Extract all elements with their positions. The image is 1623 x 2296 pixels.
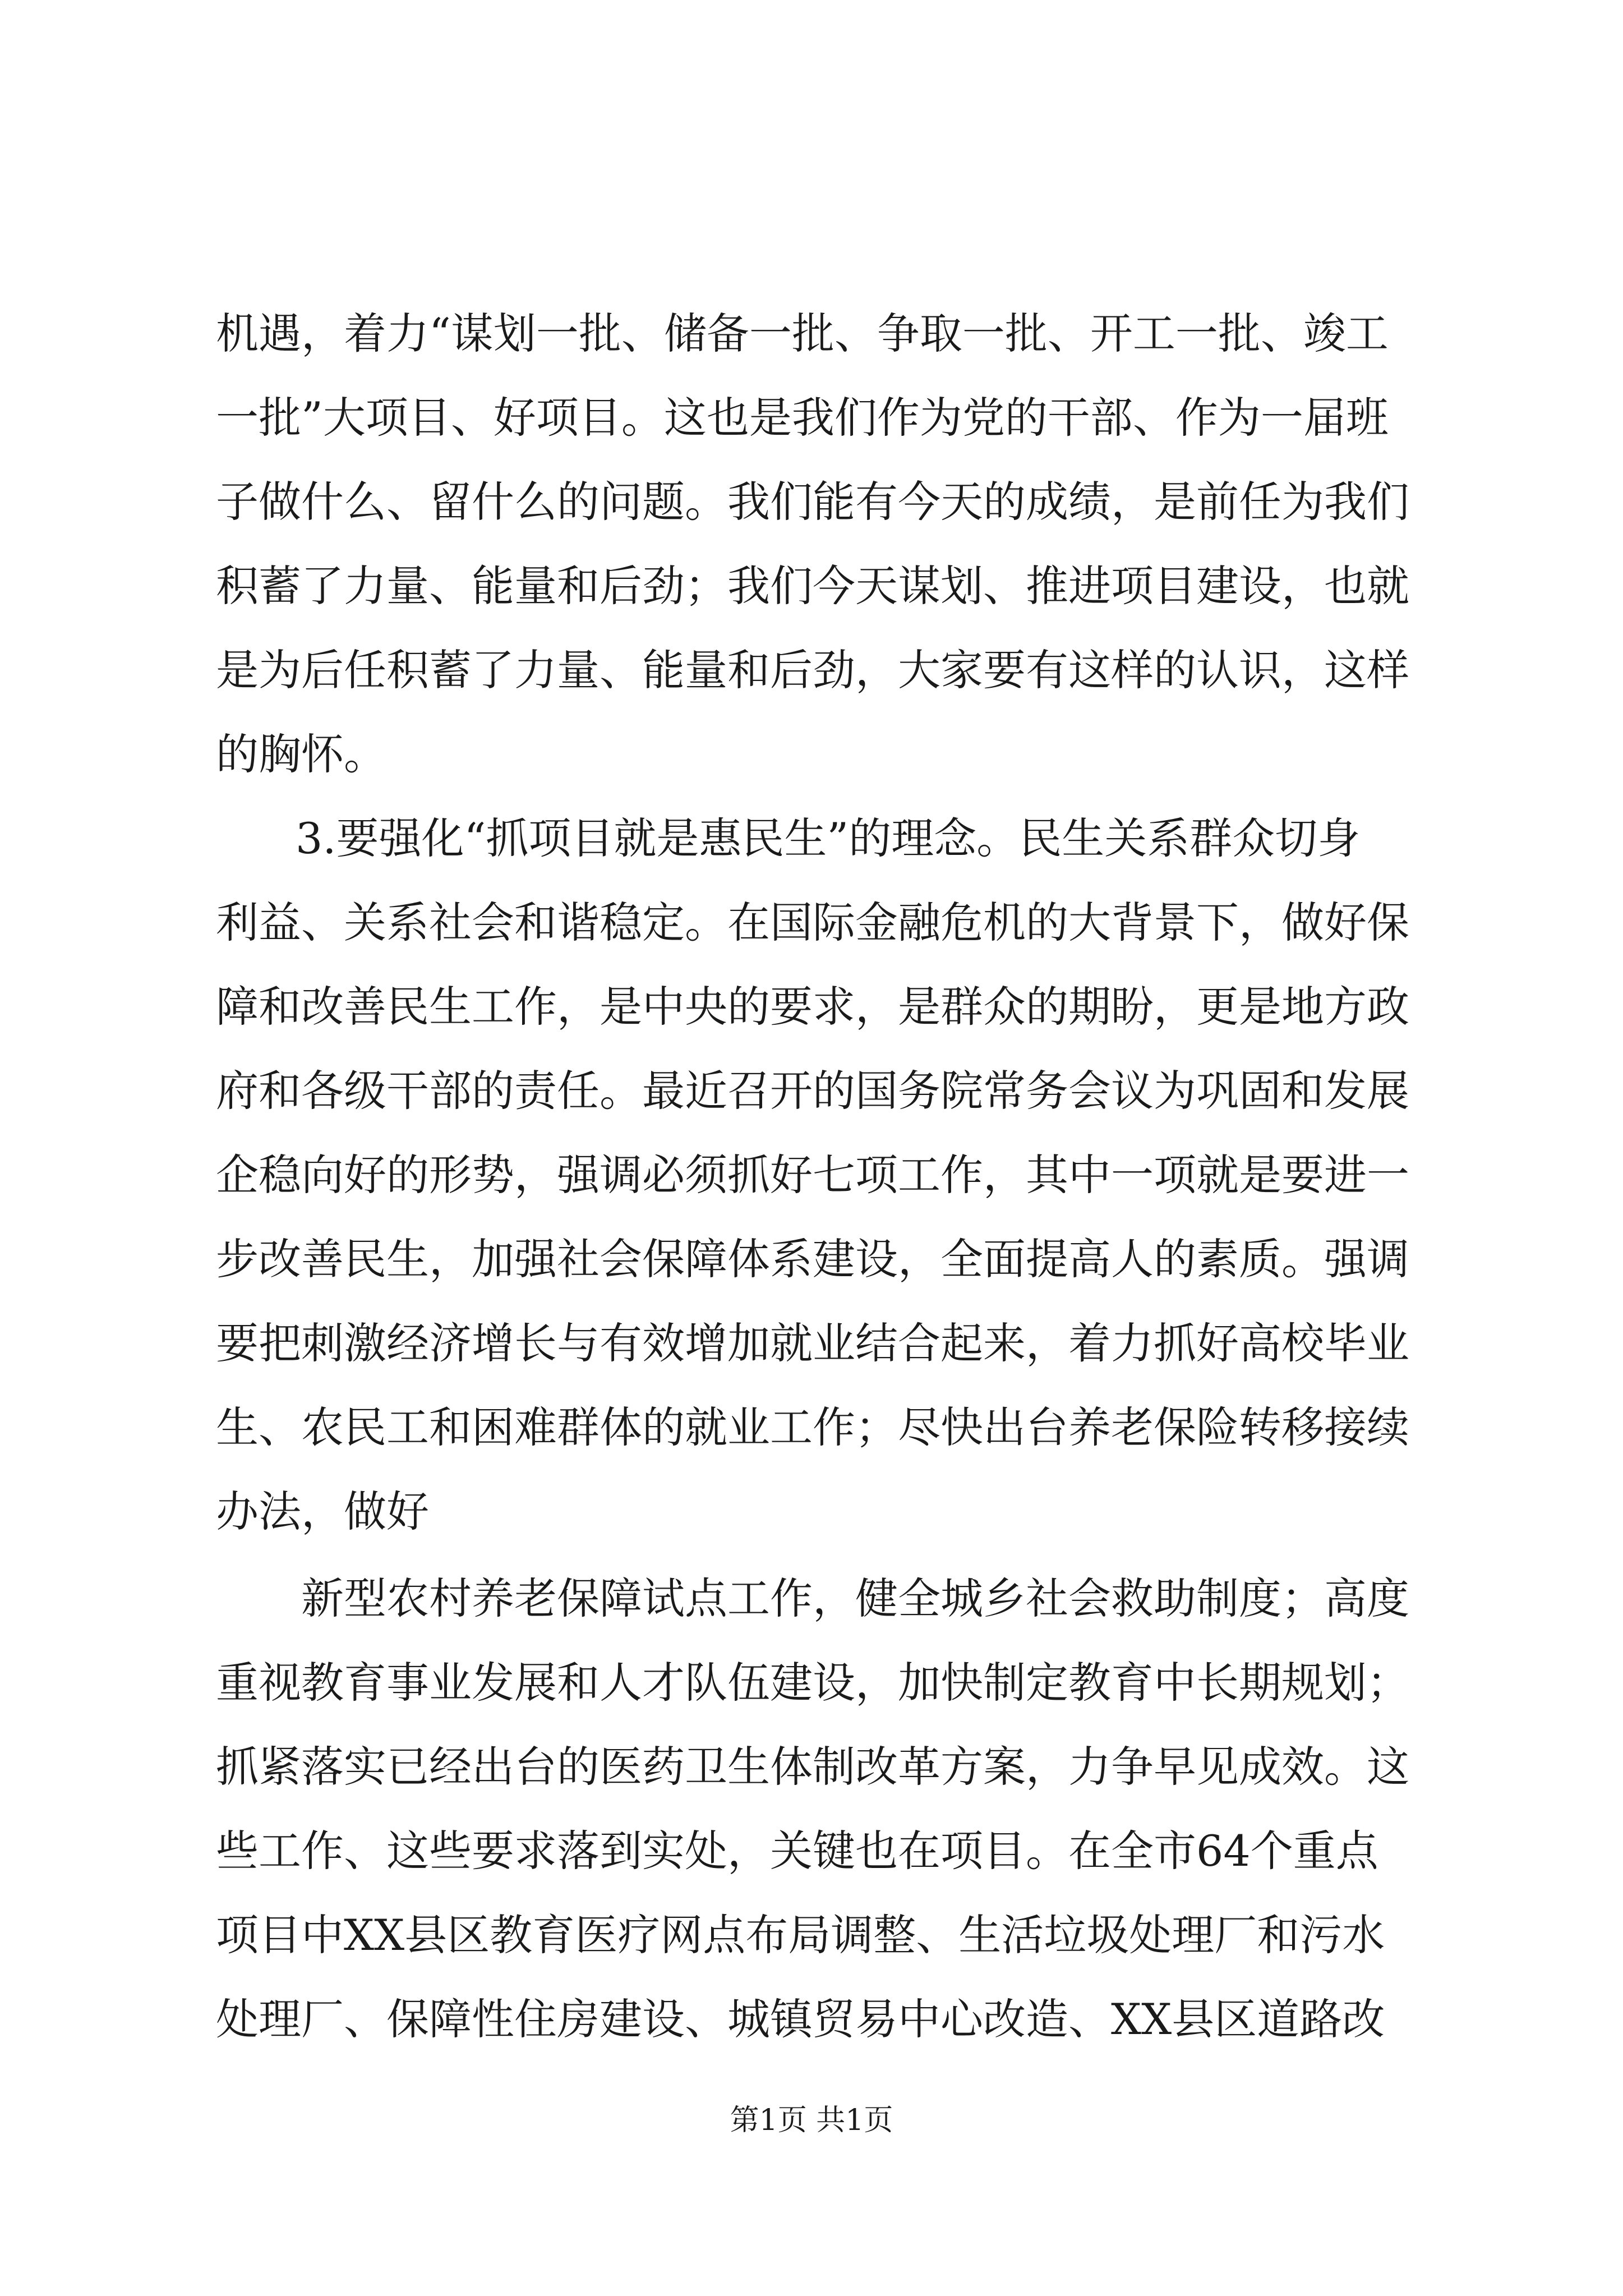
text-line: 要把刺激经济增长与有效增加就业结合起来，着力抓好高校毕业: [216, 1318, 1409, 1368]
text-line: 的胸怀。: [216, 729, 386, 779]
page-footer: 第1页 共1页: [730, 2104, 893, 2137]
text-line: 些工作、这些要求落到实处，关键也在项目。在全市64个重点: [216, 1826, 1378, 1876]
text-line: 府和各级干部的责任。最近召开的国务院常务会议为巩固和发展: [216, 1066, 1409, 1116]
text-line: 重视教育事业发展和人才队伍建设，加快制定教育中长期规划；: [216, 1658, 1409, 1708]
text-line: 利益、关系社会和谐稳定。在国际金融危机的大背景下，做好保: [216, 898, 1409, 947]
text-line: 处理厂、保障性住房建设、城镇贸易中心改造、XX县区道路改: [216, 1994, 1385, 2044]
text-line: 障和改善民生工作，是中央的要求，是群众的期盼，更是地方政: [216, 982, 1409, 1032]
text-line: 抓紧落实已经出台的医药卫生体制改革方案，力争早见成效。这: [216, 1742, 1409, 1792]
text-line: 办法，做好: [216, 1487, 429, 1536]
text-line: 步改善民生，加强社会保障体系建设，全面提高人的素质。强调: [216, 1234, 1409, 1284]
text-line: 生、农民工和困难群体的就业工作；尽快出台养老保险转移接续: [216, 1402, 1409, 1452]
text-line: 项目中XX县区教育医疗网点布局调整、生活垃圾处理厂和污水: [216, 1910, 1385, 1960]
text-line: 子做什么、留什么的问题。我们能有今天的成绩，是前任为我们: [216, 477, 1409, 527]
paragraph-first-line: 3.要强化“抓项目就是惠民生”的理念。民生关系群众切身: [296, 813, 1361, 863]
paragraph-first-line: 新型农村养老保障试点工作，健全城乡社会救助制度；高度: [301, 1573, 1409, 1623]
text-line: 是为后任积蓄了力量、能量和后劲，大家要有这样的认识，这样: [216, 645, 1409, 695]
text-line: 积蓄了力量、能量和后劲；我们今天谋划、推进项目建设，也就: [216, 561, 1409, 611]
text-line: 企稳向好的形势，强调必须抓好七项工作，其中一项就是要进一: [216, 1150, 1409, 1200]
text-line: 机遇，着力“谋划一批、储备一批、争取一批、开工一批、竣工: [216, 309, 1389, 358]
text-line: 一批”大项目、好项目。这也是我们作为党的干部、作为一届班: [216, 393, 1389, 443]
